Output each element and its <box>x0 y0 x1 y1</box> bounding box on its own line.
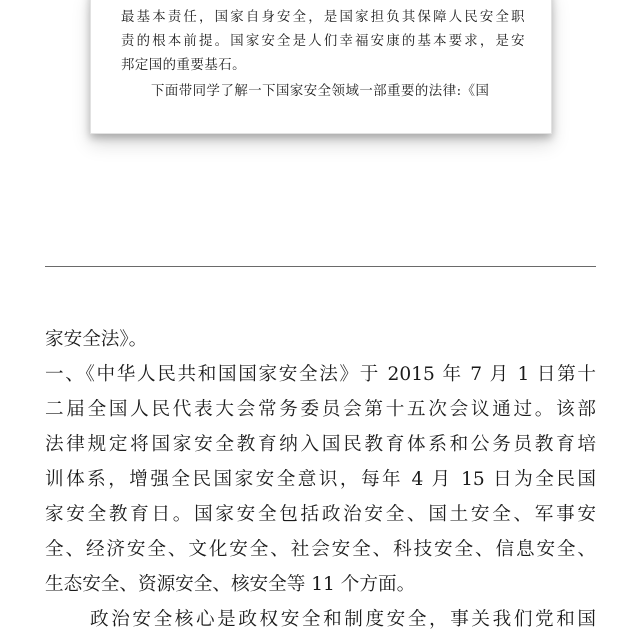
excerpt-line: 下面带同学了解一下国家安全领域一部重要的法律:《国 <box>151 84 490 99</box>
excerpt-line: 责的根本前提。国家安全是人们幸福安康的基本要求，是安 <box>121 34 525 49</box>
body-line: 家安全教育日。国家安全包括政治安全、国土安全、军事安 <box>45 504 596 525</box>
section-divider <box>45 266 596 267</box>
body-line: 政治安全核心是政权安全和制度安全，事关我们党和国 <box>90 609 596 630</box>
body-line: 家安全法》。 <box>45 329 148 350</box>
excerpt-line: 最基本责任，国家自身安全，是国家担负其保障人民安全职 <box>121 10 525 25</box>
excerpt-card <box>90 0 552 134</box>
body-line: 一、《中华人民共和国国家安全法》于 2015 年 7 月 1 日第十 <box>45 364 596 385</box>
body-line: 生态安全、资源安全、核安全等 11 个方面。 <box>45 574 416 595</box>
body-line: 全、经济安全、文化安全、社会安全、科技安全、信息安全、 <box>45 539 596 560</box>
body-line: 法律规定将国家安全教育纳入国民教育体系和公务员教育培 <box>45 434 596 455</box>
body-line: 二届全国人民代表大会常务委员会第十五次会议通过。该部 <box>45 399 596 420</box>
body-line: 训体系，增强全民国家安全意识，每年 4 月 15 日为全民国 <box>45 469 596 490</box>
excerpt-line <box>121 0 525 4</box>
excerpt-line: 邦定国的重要基石。 <box>121 58 247 73</box>
